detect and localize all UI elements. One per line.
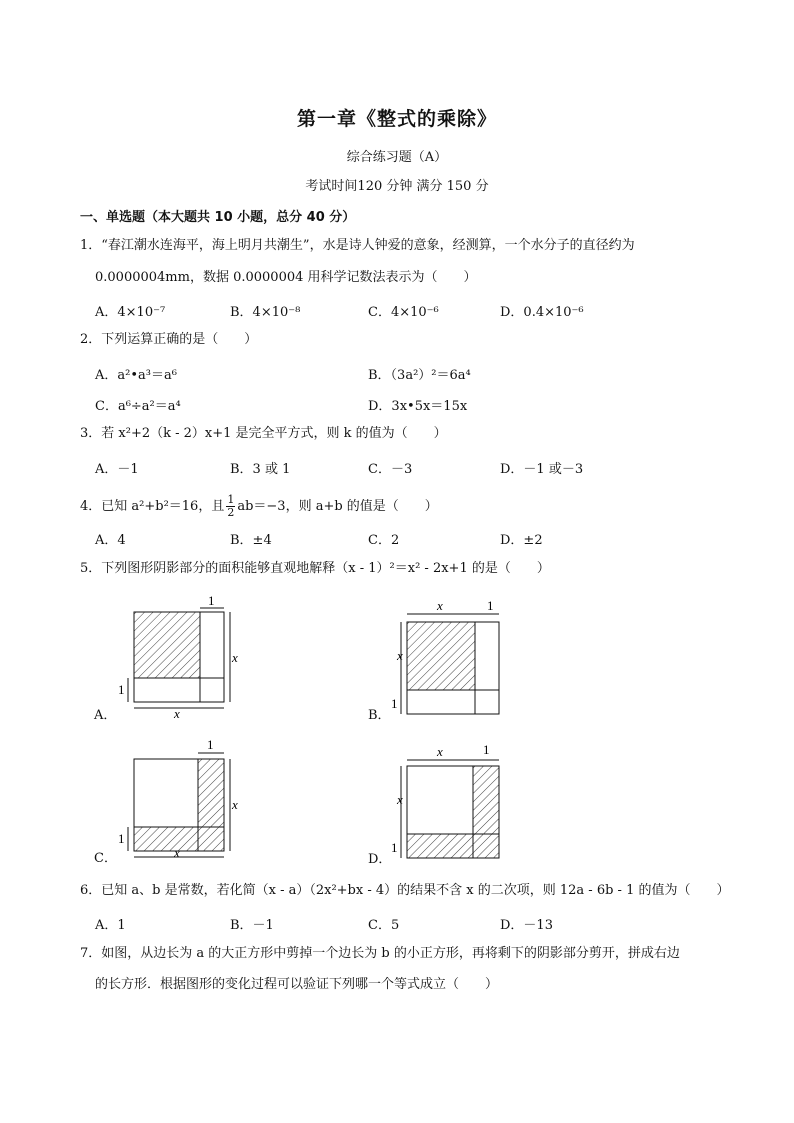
- question-1-option-b[interactable]: B．4×10⁻⁸: [230, 305, 301, 320]
- dim-x-label: x: [232, 650, 238, 665]
- figure-b[interactable]: [365, 598, 515, 727]
- figure-c-drawing: [90, 735, 250, 865]
- question-5-stem: 5．下列图形阴影部分的面积能够直观地解释（x - 1）²＝x² - 2x+1 的是（ ）: [80, 561, 550, 576]
- question-6-option-c[interactable]: C．5: [368, 918, 400, 933]
- question-1-line-2: 0.0000004mm，数据 0.0000004 用科学记数法表示为（ ）: [95, 270, 477, 285]
- figure-d[interactable]: [365, 740, 515, 869]
- figure-a[interactable]: [90, 590, 250, 729]
- dim-x-label: x: [174, 706, 180, 721]
- question-3-option-c[interactable]: C．－3: [368, 462, 413, 477]
- figure-d-drawing: [365, 740, 515, 865]
- question-4-stem-pre: 4．已知 a²+b²＝16，且: [80, 499, 225, 514]
- question-2-option-d[interactable]: D．3x•5x＝15x: [368, 399, 468, 414]
- question-1-option-a[interactable]: A．4×10⁻⁷: [95, 305, 166, 320]
- dim-x-label: x: [174, 845, 180, 860]
- question-4-option-d[interactable]: D．±2: [500, 533, 543, 548]
- page-title: 第一章《整式的乘除》: [296, 108, 497, 130]
- question-7-line-1: 7．如图，从边长为 a 的大正方形中剪掉一个边长为 b 的小正方形，再将剩下的阴影部分剪开，拼成右边: [80, 946, 680, 961]
- dim-1-label: 1: [483, 742, 490, 757]
- question-4-option-c[interactable]: C．2: [368, 533, 400, 548]
- question-4-option-b[interactable]: B．±4: [230, 533, 272, 548]
- figure-c[interactable]: [90, 735, 250, 869]
- dim-1-label: 1: [487, 598, 494, 613]
- dim-1-label: 1: [391, 696, 398, 711]
- dim-1-label: 1: [118, 831, 125, 846]
- question-4-option-a[interactable]: A．4: [95, 533, 126, 548]
- figure-a-label: A．: [94, 708, 117, 723]
- fraction: [226, 494, 235, 519]
- dim-1-label: 1: [391, 840, 398, 855]
- question-3-option-a[interactable]: A．－1: [95, 462, 139, 477]
- figure-b-label: B．: [368, 708, 391, 723]
- dim-x-label: x: [397, 792, 403, 807]
- question-3-option-d[interactable]: D．－1 或－3: [500, 462, 584, 477]
- question-2-stem: 2．下列运算正确的是（ ）: [80, 332, 258, 347]
- dim-1-label: 1: [207, 737, 214, 752]
- fraction-numerator: 1: [227, 493, 235, 506]
- figure-c-label: C．: [94, 851, 117, 866]
- dim-x-label: x: [397, 648, 403, 663]
- question-6-option-d[interactable]: D．－13: [500, 918, 553, 933]
- question-3-stem: 3．若 x²+2（k - 2）x+1 是完全平方式，则 k 的值为（ ）: [80, 426, 447, 441]
- question-6-stem: 6．已知 a、b 是常数，若化简（x - a）（2x²+bx - 4）的结果不含 x 的二次项，则 12a - 6b - 1 的值为（ ）: [80, 883, 730, 898]
- question-4-stem: [80, 494, 438, 519]
- page-subtitle: 综合练习题（A）: [346, 150, 448, 165]
- section-heading: 一、单选题（本大题共 10 小题，总分 40 分）: [80, 210, 356, 225]
- fraction-denominator: 2: [227, 506, 235, 519]
- question-6-option-a[interactable]: A．1: [95, 918, 126, 933]
- question-7-line-2: 的长方形．根据图形的变化过程可以验证下列哪一个等式成立（ ）: [95, 977, 499, 992]
- question-2-option-a[interactable]: A．a²•a³＝a⁶: [95, 368, 177, 383]
- question-6-option-b[interactable]: B．－1: [230, 918, 274, 933]
- figure-d-label: D．: [368, 852, 392, 867]
- question-1-option-d[interactable]: D．0.4×10⁻⁶: [500, 305, 584, 320]
- question-3-option-b[interactable]: B．3 或 1: [230, 462, 291, 477]
- question-1-line-1: 1．“春江潮水连海平，海上明月共潮生”，水是诗人钟爱的意象，经测算，一个水分子的直径约为: [80, 238, 635, 253]
- dim-1-label: 1: [208, 593, 215, 608]
- dim-x-label: x: [437, 598, 443, 613]
- question-1-option-c[interactable]: C．4×10⁻⁶: [368, 305, 439, 320]
- dim-1-label: 1: [118, 682, 125, 697]
- question-2-option-c[interactable]: C．a⁶÷a²＝a⁴: [95, 399, 181, 414]
- dim-x-label: x: [232, 797, 238, 812]
- question-2-option-b[interactable]: B．（3a²）²＝6a⁴: [368, 368, 471, 383]
- question-4-stem-post: ab＝−3，则 a+b 的值是（ ）: [237, 499, 438, 514]
- exam-info: 考试时间120 分钟 满分 150 分: [305, 179, 489, 194]
- dim-x-label: x: [437, 744, 443, 759]
